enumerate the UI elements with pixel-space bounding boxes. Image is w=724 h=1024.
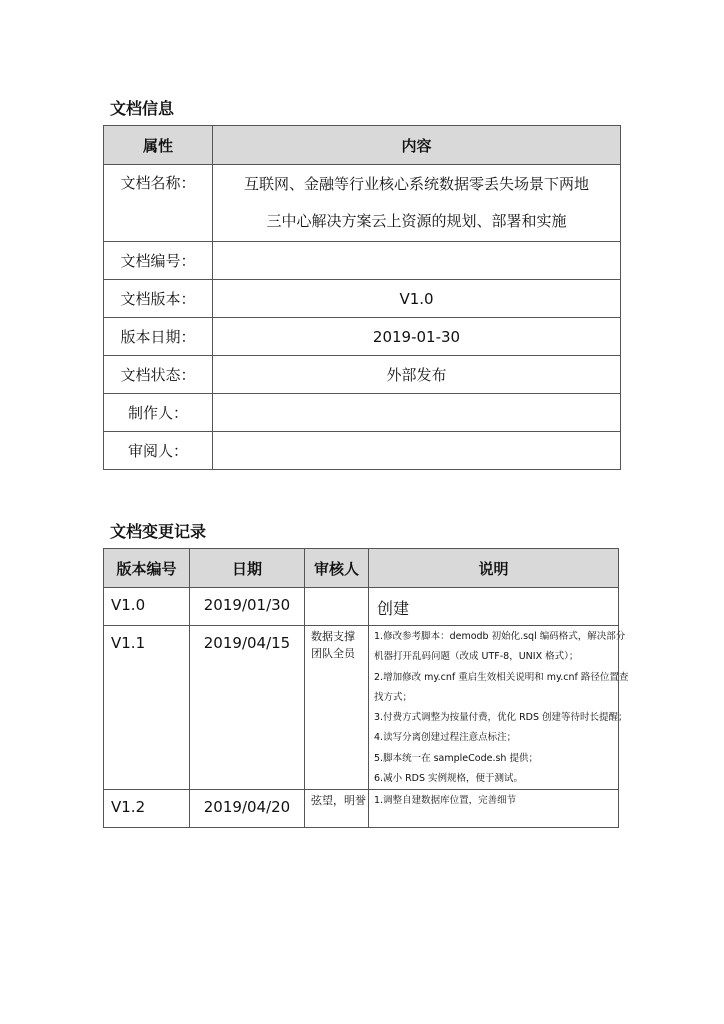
- doc-name-line-2: 三中心解决方案云上资源的规划、部署和实施: [266, 212, 567, 230]
- header-notes: 说明: [369, 549, 619, 588]
- header-reviewer: 审核人: [305, 549, 369, 588]
- info-row-reviewer: [104, 432, 621, 470]
- log-section-title: 文档变更记录: [110, 522, 207, 541]
- value-doc-number: [213, 242, 621, 280]
- log-notes: [369, 790, 619, 828]
- log-row: [104, 790, 619, 828]
- value-author: [213, 394, 621, 432]
- value-reviewer: [213, 432, 621, 470]
- label-text: 文档名称：: [120, 174, 196, 192]
- info-row-doc-number: [104, 242, 621, 280]
- note-line: 5.脚本统一在 sampleCode.sh 提供；: [374, 752, 538, 764]
- log-notes: 创建: [369, 588, 619, 626]
- info-row-version-date: [104, 318, 621, 356]
- info-row-doc-name: [104, 165, 621, 242]
- value-version-date: 2019-01-30: [213, 318, 621, 356]
- value-doc-status: 外部发布: [213, 356, 621, 394]
- log-date: 2019/04/15: [190, 626, 305, 790]
- change-log-table: [103, 548, 629, 828]
- log-date: 2019/01/30: [190, 588, 305, 626]
- label-version-date: 版本日期：: [104, 318, 213, 356]
- note-line: 1.调整自建数据库位置，完善细节: [374, 795, 517, 807]
- reviewer-line: 数据支撑: [311, 630, 355, 643]
- label-reviewer: 审阅人：: [104, 432, 213, 470]
- note-line: 机器打开乱码问题（改成 UTF-8，UNIX 格式）；: [374, 651, 579, 663]
- info-row-doc-version: [104, 280, 621, 318]
- note-line: 找方式；: [374, 691, 413, 703]
- value-doc-name: [213, 165, 621, 242]
- note-line: 6.减小 RDS 实例规格，便于测试。: [374, 773, 524, 785]
- note-line: 4.读写分离创建过程注意点标注；: [374, 732, 517, 744]
- log-row: [104, 588, 619, 626]
- log-reviewer: [305, 588, 369, 626]
- info-header-row: [104, 126, 621, 165]
- log-reviewer: [305, 626, 369, 790]
- note-line: 1.修改参考脚本：demodb 初始化.sql 编码格式，解决部分: [374, 631, 626, 642]
- label-author: 制作人：: [104, 394, 213, 432]
- info-row-author: [104, 394, 621, 432]
- header-date: 日期: [190, 549, 305, 588]
- label-doc-name: [104, 165, 213, 242]
- label-doc-version: 文档版本：: [104, 280, 213, 318]
- document-info-table: [103, 125, 621, 470]
- reviewer-line: 团队全员: [311, 647, 355, 660]
- header-attribute: 属性: [104, 126, 213, 165]
- header-content: 内容: [213, 126, 621, 165]
- log-notes: [369, 626, 629, 790]
- log-row: [104, 626, 619, 790]
- info-section-title: 文档信息: [110, 99, 175, 118]
- info-row-doc-status: [104, 356, 621, 394]
- label-doc-status: 文档状态：: [104, 356, 213, 394]
- log-header-row: [104, 549, 619, 588]
- value-doc-version: V1.0: [213, 280, 621, 318]
- header-version: 版本编号: [104, 549, 190, 588]
- note-line: 3.付费方式调整为按量付费，优化 RDS 创建等待时长提醒；: [374, 712, 628, 724]
- log-reviewer: [305, 790, 369, 828]
- doc-name-line-1: 互联网、金融等行业核心系统数据零丢失场景下两地: [243, 175, 589, 193]
- note-line: 2.增加修改 my.cnf 重启生效相关说明和 my.cnf 路径位置查: [374, 671, 629, 683]
- log-version: V1.0: [104, 588, 190, 626]
- log-version: V1.2: [104, 790, 190, 828]
- reviewer-line: 弦望，明誉: [311, 794, 366, 808]
- log-version: V1.1: [104, 626, 190, 790]
- log-date: 2019/04/20: [190, 790, 305, 828]
- label-doc-number: 文档编号：: [104, 242, 213, 280]
